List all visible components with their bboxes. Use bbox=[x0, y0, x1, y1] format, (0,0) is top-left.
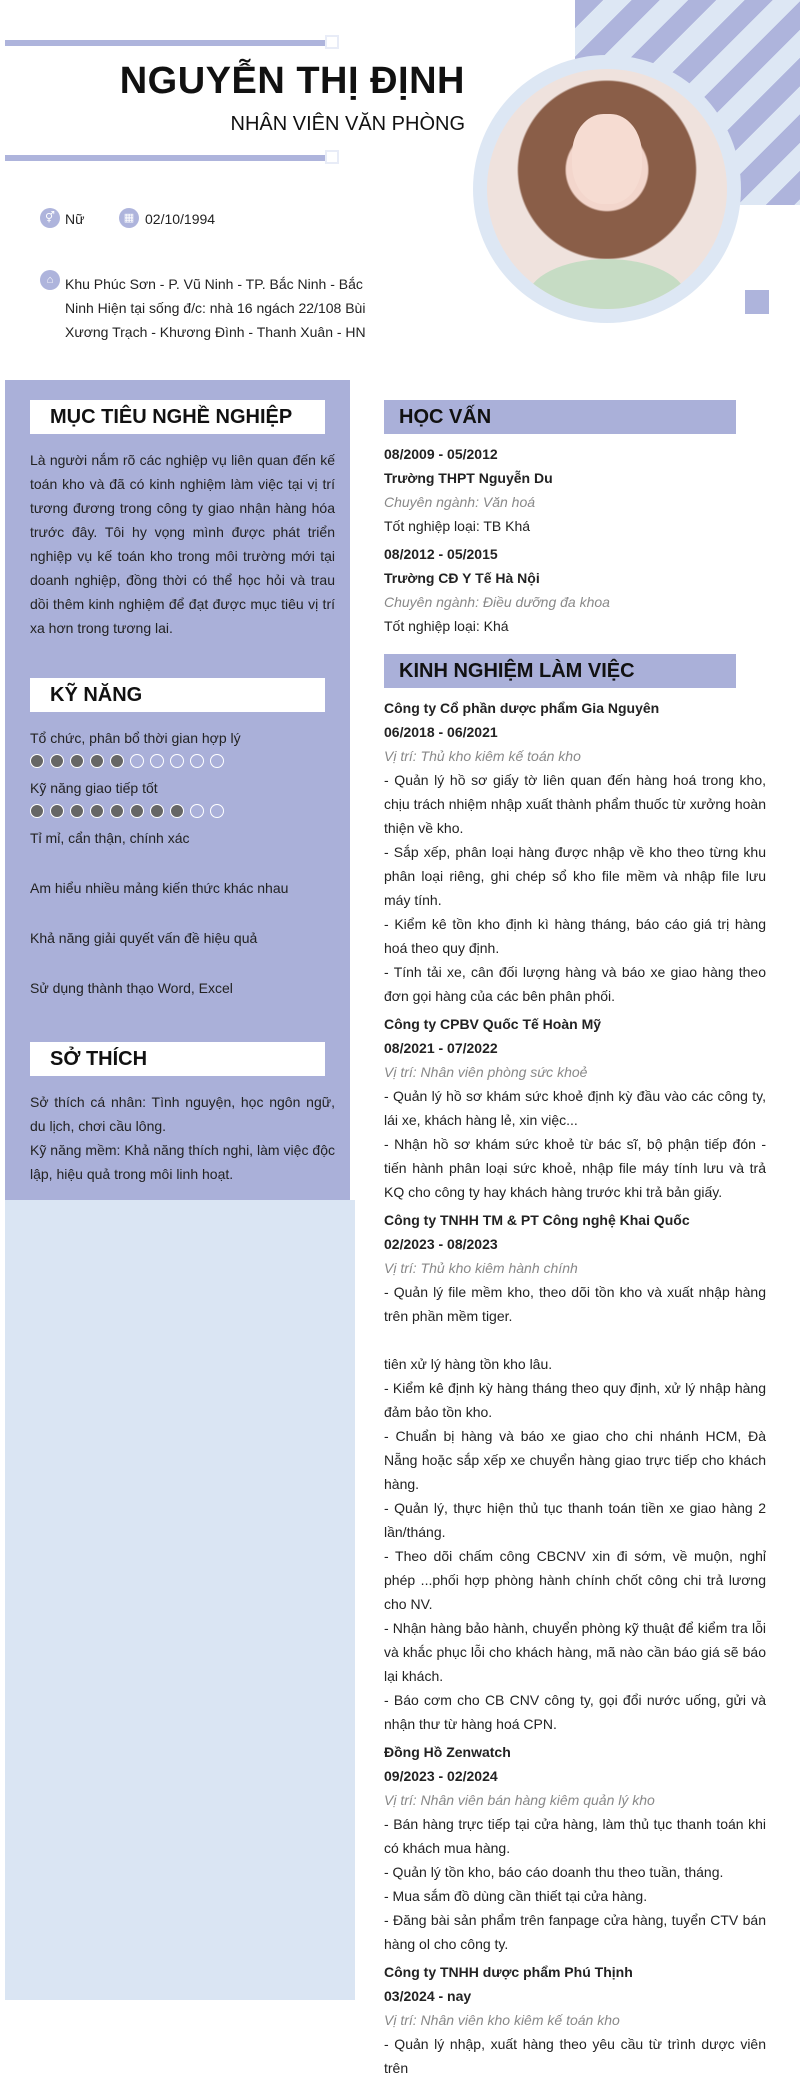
experience-duty: - Mua sắm đồ dùng cần thiết tại cửa hàng. bbox=[384, 1888, 648, 1904]
skill-label: Sử dụng thành thạo Word, Excel bbox=[30, 980, 233, 996]
rating-dot bbox=[30, 804, 44, 818]
hobbies-text: Sở thích cá nhân: Tình nguyện, học ngôn ngữ, du lịch, chơi cầu lông. Kỹ năng mềm: Khả năng thích nghi, làm việc độc lập, hiệu quả trong môi linh hoạt. bbox=[30, 1094, 335, 1182]
experience-duty: - Nhận hàng bảo hành, chuyển phòng kỹ thuật để kiểm tra lỗi và khắc phục lỗi cho khách hàng, mã nào cần báo giá sẽ báo lại khách. bbox=[384, 1620, 766, 1684]
experience-duty: - Kiểm kê định kỳ hàng tháng theo quy định, xử lý nhập hàng đảm bảo tồn kho. bbox=[384, 1380, 766, 1420]
skills-title: KỸ NĂNG bbox=[30, 678, 325, 712]
rating-dot bbox=[210, 754, 224, 768]
education-major: Chuyên ngành: Văn hoá bbox=[384, 494, 536, 510]
experience-duty: - Bán hàng trực tiếp tại cửa hàng, làm thủ tục thanh toán khi có khách mua hàng. bbox=[384, 1816, 766, 1856]
experience-position: Vị trí: Nhân viên bán hàng kiêm quản lý kho bbox=[384, 1792, 655, 1808]
education-grade: Tốt nghiệp loại: TB Khá bbox=[384, 518, 531, 534]
experience-duty bbox=[384, 1328, 766, 1352]
objective-text: Là người nắm rõ các nghiệp vụ liên quan đến kế toán kho và đã có kinh nghiệm làm việc tại vị trí tương đương trong công ty giao nhận hàng hóa trước đây. Tôi hy vọng mình được phát triển nghiệp vụ kế toán kho trong môi trường mới tại doanh nghiệp, đồng thời có thể học hỏi và trau dồi thêm kinh nghiệm để đạt được mục tiêu vị trí xa hơn trong tương lai. bbox=[30, 452, 335, 636]
rating-dot bbox=[30, 754, 44, 768]
experience-duty: - Quản lý hồ sơ giấy tờ liên quan đến hàng hoá trong kho, chịu trách nhiệm nhập xuất thành phẩm thuốc từ xưởng hoàn thiện về kho. bbox=[384, 772, 766, 836]
experience-position: Vị trí: Thủ kho kiêm hành chính bbox=[384, 1260, 578, 1276]
rating-dot bbox=[90, 754, 104, 768]
header-line-bottom bbox=[5, 155, 325, 161]
experience-title: KINH NGHIỆM LÀM VIỆC bbox=[384, 654, 736, 688]
experience-duty: - Đăng bài sản phẩm trên fanpage cửa hàng, tuyển CTV bán hàng ol cho công ty. bbox=[384, 1912, 766, 1952]
objective-title: MỤC TIÊU NGHỀ NGHIỆP bbox=[30, 400, 325, 434]
rating-dot bbox=[130, 754, 144, 768]
education-major: Chuyên ngành: Điều dưỡng đa khoa bbox=[384, 594, 610, 610]
experience-item bbox=[384, 1740, 766, 1956]
rating-dot bbox=[190, 804, 204, 818]
address-block bbox=[65, 272, 366, 344]
experience-duty: - Chuẩn bị hàng và báo xe giao cho chi nhánh HCM, Đà Nẵng hoặc sắp xếp xe chuyển hàng giao trực tiếp cho khách hàng. bbox=[384, 1428, 766, 1492]
experience-list bbox=[384, 696, 766, 2080]
education-list bbox=[384, 442, 766, 638]
experience-duty: - Báo cơm cho CB CNV công ty, gọi đổi nước uống, gửi và nhận thư từ hàng hoá CPN. bbox=[384, 1692, 766, 1732]
experience-period: 09/2023 - 02/2024 bbox=[384, 1768, 498, 1784]
experience-duty: - Theo dõi chấm công CBCNV xin đi sớm, về muộn, nghỉ phép ...phối hợp phòng hành chính chốt công chi trả lương cho NV. bbox=[384, 1548, 766, 1612]
experience-duty: - Quản lý nhập, xuất hàng theo yêu cầu từ trình dược viên trên bbox=[384, 2036, 766, 2076]
home-icon: ⌂ bbox=[40, 270, 60, 290]
education-period: 08/2009 - 05/2012 bbox=[384, 446, 498, 462]
calendar-icon: ▦ bbox=[119, 208, 139, 228]
experience-duty: - Tính tải xe, cân đối lượng hàng và báo xe giao hàng theo đơn gọi hàng của các bên phân phối. bbox=[384, 964, 766, 1004]
experience-period: 03/2024 - nay bbox=[384, 1988, 472, 2004]
left-column-fill bbox=[5, 1200, 355, 2000]
address-line: Khu Phúc Sơn - P. Vũ Ninh - TP. Bắc Ninh - Bắc bbox=[65, 276, 363, 292]
rating-dot bbox=[210, 804, 224, 818]
experience-position: Vị trí: Nhân viên phòng sức khoẻ bbox=[384, 1064, 588, 1080]
rating-dot bbox=[50, 754, 64, 768]
experience-duty: - Kiểm kê tồn kho định kì hàng tháng, báo cáo giá trị hàng hoá theo quy định. bbox=[384, 916, 766, 956]
education-item bbox=[384, 442, 766, 538]
experience-duty: - Nhận hồ sơ khám sức khoẻ từ bác sĩ, bộ phận tiếp đón - tiến hành phân loại sức khoẻ, nhập file máy tính lưu và trả KQ cho công ty hay khách hàng trước khi trả bản giấy. bbox=[384, 1136, 766, 1200]
experience-item bbox=[384, 1960, 766, 2080]
skill-label: Am hiểu nhiều mảng kiến thức khác nhau bbox=[30, 880, 289, 896]
experience-duty: tiên xử lý hàng tồn kho lâu. bbox=[384, 1356, 553, 1372]
experience-position: Vị trí: Thủ kho kiêm kế toán kho bbox=[384, 748, 581, 764]
decor-square bbox=[745, 290, 769, 314]
rating-dot bbox=[110, 804, 124, 818]
gender-icon: ⚥ bbox=[40, 208, 60, 228]
rating-dot bbox=[130, 804, 144, 818]
experience-duty: - Quản lý hồ sơ khám sức khoẻ định kỳ đầu vào các công ty, lái xe, khách hàng lẻ, xin việc... bbox=[384, 1088, 766, 1128]
experience-position: Vị trí: Nhân viên kho kiêm kế toán kho bbox=[384, 2012, 620, 2028]
experience-company: Công ty TNHH dược phẩm Phú Thịnh bbox=[384, 1964, 633, 1980]
experience-duty: - Quản lý file mềm kho, theo dõi tồn kho và xuất nhập hàng trên phần mềm tiger. bbox=[384, 1284, 766, 1324]
education-period: 08/2012 - 05/2015 bbox=[384, 546, 498, 562]
education-item bbox=[384, 542, 766, 638]
experience-duty: - Sắp xếp, phân loại hàng được nhập về kho theo từng khu phân loại riêng, ghi chép sổ kho file mềm và nhập file lưu máy tính. bbox=[384, 844, 766, 908]
education-school: Trường THPT Nguyễn Du bbox=[384, 470, 553, 486]
education-title: HỌC VẤN bbox=[384, 400, 736, 434]
candidate-name: NGUYỄN THỊ ĐỊNH bbox=[119, 60, 465, 102]
experience-company: Công ty TNHH TM & PT Công nghệ Khai Quốc bbox=[384, 1212, 690, 1228]
skill-label: Kỹ năng giao tiếp tốt bbox=[30, 780, 158, 796]
education-school: Trường CĐ Y Tế Hà Nội bbox=[384, 570, 540, 586]
rating-dot bbox=[150, 754, 164, 768]
avatar bbox=[487, 69, 727, 309]
experience-item bbox=[384, 696, 766, 1008]
experience-item bbox=[384, 1208, 766, 1736]
experience-period: 08/2021 - 07/2022 bbox=[384, 1040, 498, 1056]
rating-dot bbox=[190, 754, 204, 768]
rating-dot bbox=[50, 804, 64, 818]
birthdate-value: 02/10/1994 bbox=[145, 211, 216, 227]
skill-label: Tỉ mỉ, cẩn thận, chính xác bbox=[30, 830, 190, 846]
rating-dot bbox=[170, 754, 184, 768]
skill-label: Khả năng giải quyết vấn đề hiệu quả bbox=[30, 930, 258, 946]
skill-rating bbox=[30, 804, 224, 818]
rating-dot bbox=[90, 804, 104, 818]
hobbies-title: SỞ THÍCH bbox=[30, 1042, 325, 1076]
header-line-top bbox=[5, 40, 325, 46]
experience-company: Công ty CPBV Quốc Tế Hoàn Mỹ bbox=[384, 1016, 602, 1032]
education-grade: Tốt nghiệp loại: Khá bbox=[384, 618, 509, 634]
experience-company: Công ty Cổ phần dược phẩm Gia Nguyên bbox=[384, 700, 660, 716]
experience-period: 02/2023 - 08/2023 bbox=[384, 1236, 498, 1252]
skill-label: Tổ chức, phân bổ thời gian hợp lý bbox=[30, 730, 241, 746]
gender-value: Nữ bbox=[65, 211, 85, 227]
rating-dot bbox=[110, 754, 124, 768]
experience-period: 06/2018 - 06/2021 bbox=[384, 724, 498, 740]
rating-dot bbox=[170, 804, 184, 818]
rating-dot bbox=[150, 804, 164, 818]
address-line: Ninh Hiện tại sống đ/c: nhà 16 ngách 22/108 Bùi bbox=[65, 300, 366, 316]
skill-rating bbox=[30, 754, 224, 768]
rating-dot bbox=[70, 804, 84, 818]
experience-duty: - Quản lý tồn kho, báo cáo doanh thu theo tuần, tháng. bbox=[384, 1864, 724, 1880]
experience-duty: - Quản lý, thực hiện thủ tục thanh toán tiền xe giao hàng 2 lần/tháng. bbox=[384, 1500, 766, 1540]
experience-company: Đồng Hồ Zenwatch bbox=[384, 1744, 511, 1760]
address-line: Xương Trạch - Khương Đình - Thanh Xuân - HN bbox=[65, 324, 366, 340]
experience-item bbox=[384, 1012, 766, 1204]
rating-dot bbox=[70, 754, 84, 768]
candidate-job-title: NHÂN VIÊN VĂN PHÒNG bbox=[230, 113, 465, 135]
